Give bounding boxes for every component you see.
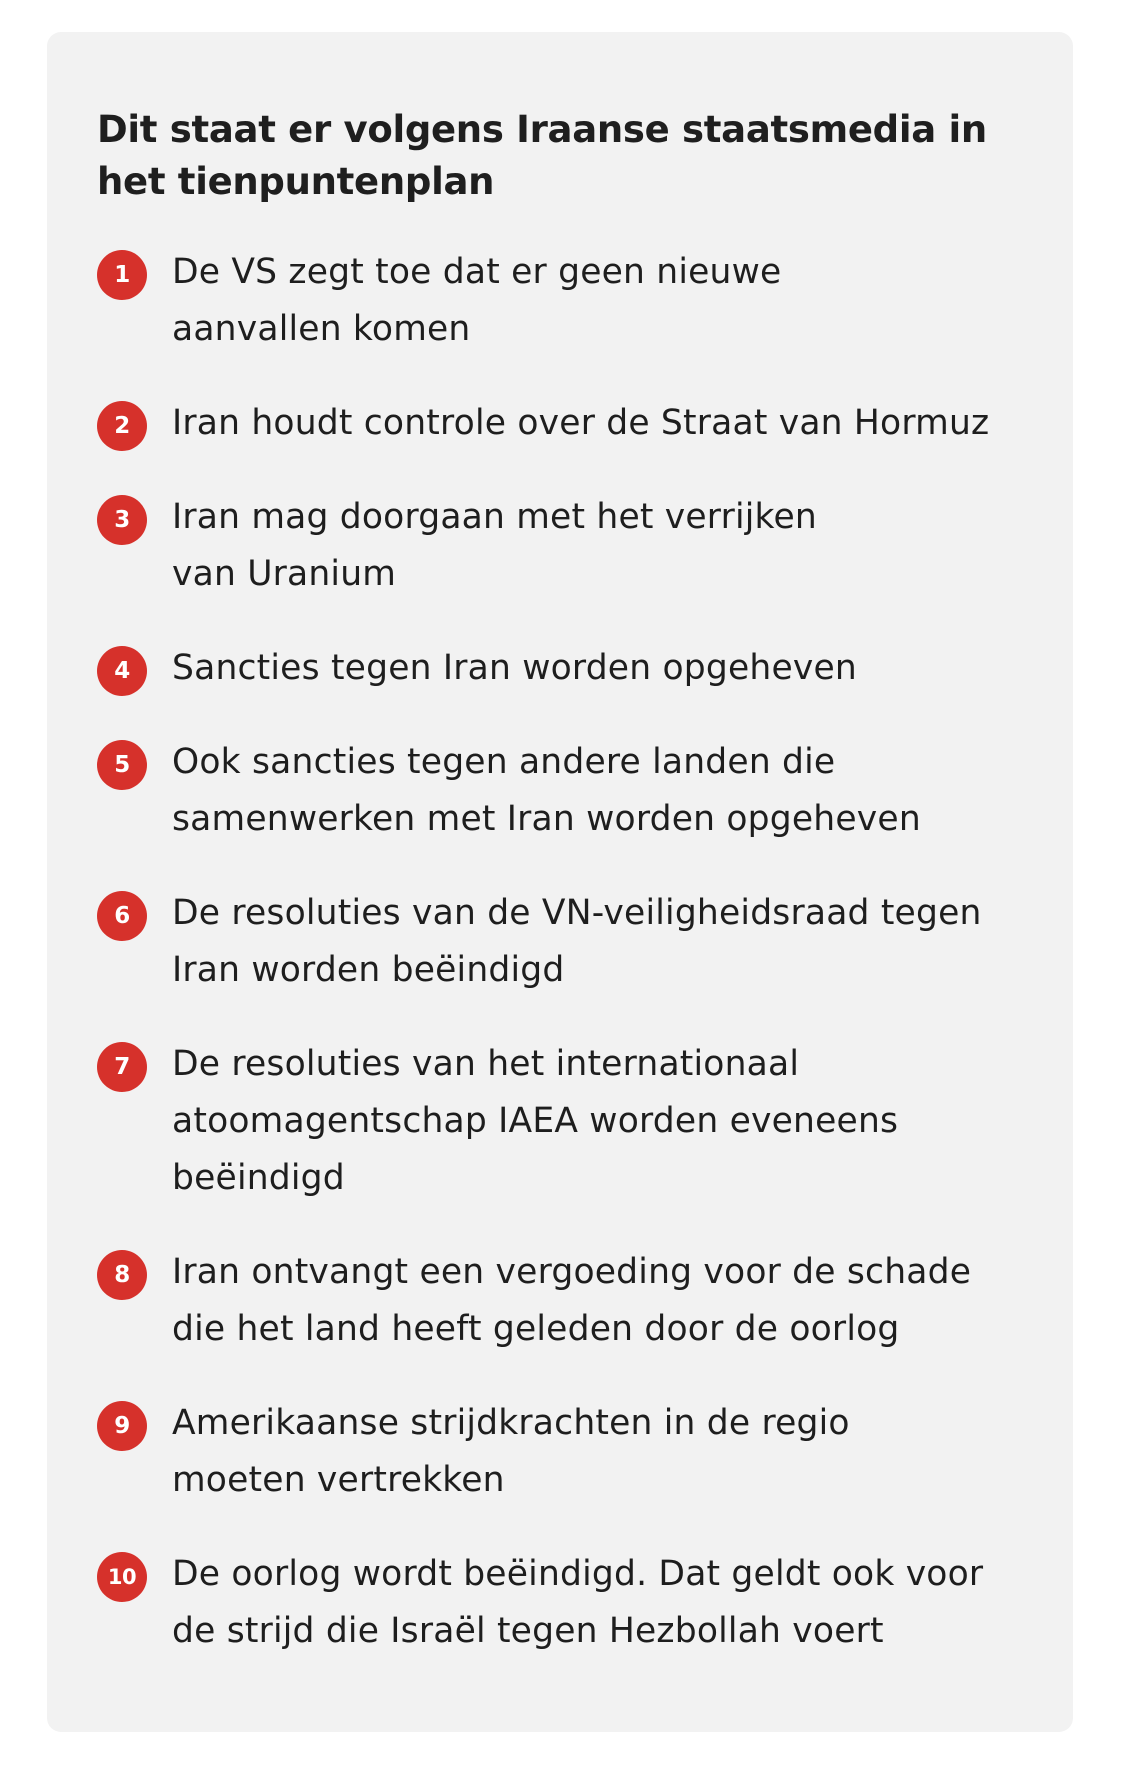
list-item [97, 489, 1023, 603]
number-badge: 7 [97, 1042, 147, 1092]
list-item-text: De resoluties van het internationaal atoomagentschap IAEA worden eveneens beëindigd [172, 1044, 899, 1198]
list-item [97, 1036, 1023, 1207]
list-item [97, 734, 1023, 848]
number-badge: 10 [97, 1552, 147, 1602]
list-item-text: De resoluties van de VN-veiligheidsraad tegen Iran worden beëindigd [172, 893, 982, 990]
list-item [97, 1546, 1023, 1660]
info-box [47, 32, 1073, 1732]
number-badge: 8 [97, 1250, 147, 1300]
list-item-text: Sancties tegen Iran worden opgeheven [172, 648, 857, 688]
number-badge: 6 [97, 891, 147, 941]
list-item-text: Ook sancties tegen andere landen die samenwerken met Iran worden opgeheven [172, 742, 921, 839]
list-item [97, 640, 1023, 697]
list-item-text: Amerikaanse strijdkrachten in de regio moeten vertrekken [172, 1403, 850, 1500]
list-item-text: De VS zegt toe dat er geen nieuwe aanvallen komen [172, 252, 782, 349]
number-badge: 9 [97, 1401, 147, 1451]
list-item [97, 885, 1023, 999]
ten-point-list [97, 244, 1023, 1660]
list-item-text: Iran ontvangt een vergoeding voor de schade die het land heeft geleden door de oorlog [172, 1252, 972, 1349]
number-badge: 5 [97, 740, 147, 790]
box-title: Dit staat er volgens Iraanse staatsmedia in het tienpuntenplan [97, 108, 987, 203]
number-badge: 3 [97, 495, 147, 545]
list-item [97, 395, 1023, 452]
list-item [97, 1244, 1023, 1358]
list-item-text: Iran mag doorgaan met het verrijken van Uranium [172, 497, 817, 594]
list-item [97, 244, 1023, 358]
number-badge: 1 [97, 250, 147, 300]
list-item [97, 1395, 1023, 1509]
number-badge: 2 [97, 401, 147, 451]
list-item-text: De oorlog wordt beëindigd. Dat geldt ook voor de strijd die Israël tegen Hezbollah voert [172, 1554, 984, 1651]
list-item-text: Iran houdt controle over de Straat van Hormuz [172, 403, 990, 443]
number-badge: 4 [97, 646, 147, 696]
